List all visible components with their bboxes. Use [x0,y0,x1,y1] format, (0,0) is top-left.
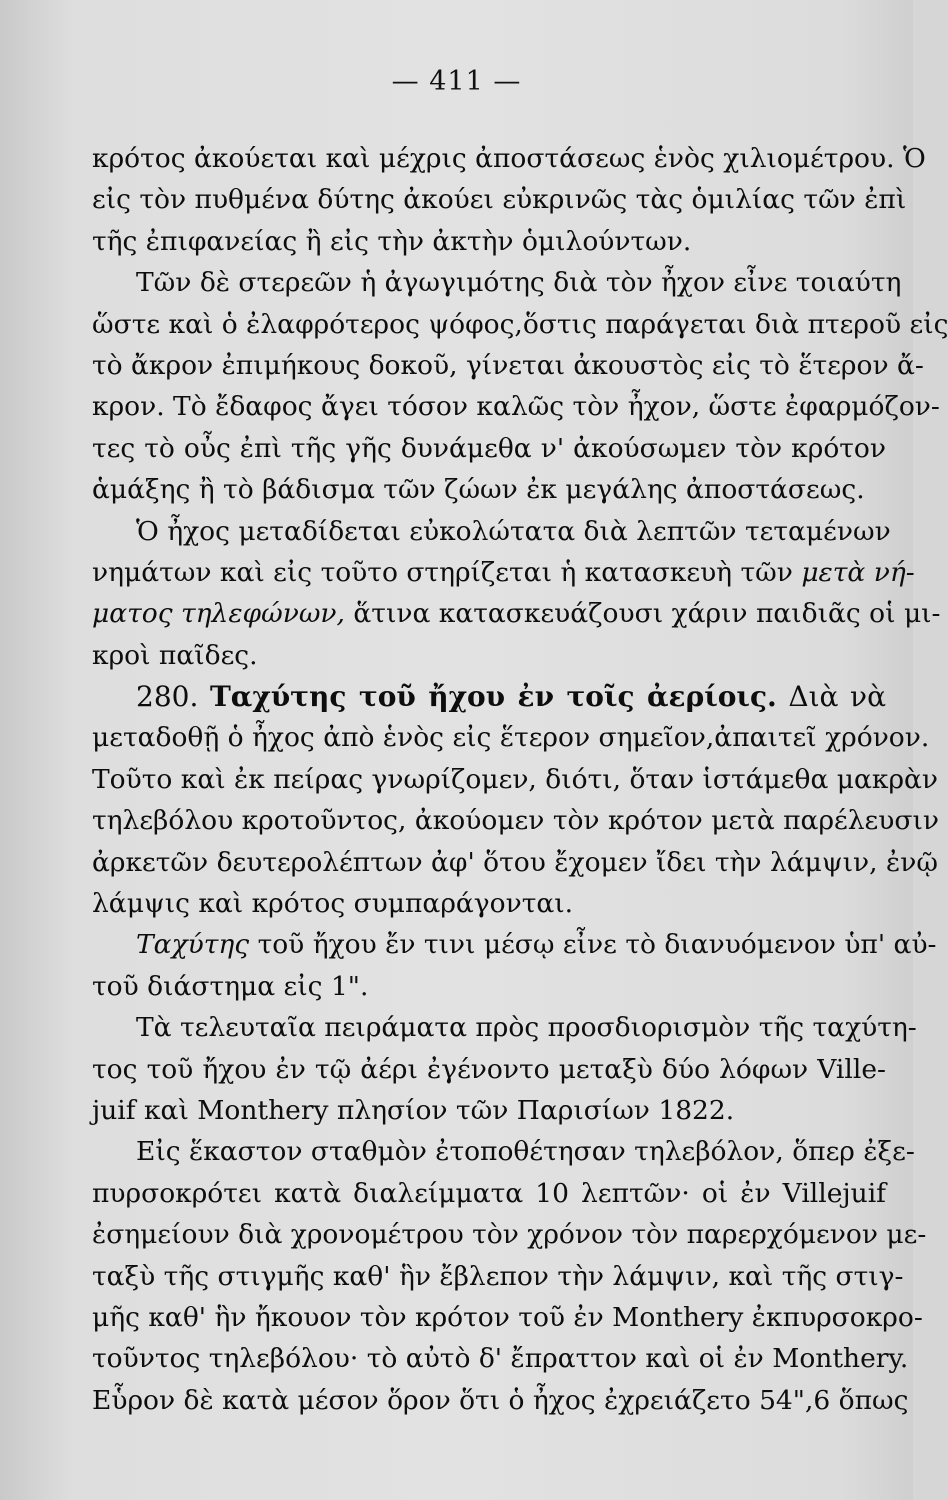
italic-term: μετὰ νή- [801,556,915,588]
text-line: ἐσημείουν διὰ χρονομέτρου τὸν χρόνον τὸν παρερχόμενον με- [92,1219,927,1251]
text-line: Εὗρον δὲ κατὰ μέσον ὅρον ὅτι ὁ ἦχος ἐχρειάζετο 54",6 ὅπως [92,1384,909,1416]
text-line: λάμψις καὶ κρότος συμπαράγονται. [92,888,574,920]
italic-term: ματος τηλεφώνων, [92,598,345,630]
text-line: juif καὶ Monthery πλησίον τῶν Παρισίων 1822. [92,1094,735,1126]
text-line: τὸ ἄκρον ἐπιμήκους δοκοῦ, γίνεται ἀκουστὸς εἰς τὸ ἕτερον ἄ- [92,349,924,381]
text-line: Τοῦτο καὶ ἐκ πείρας γνωρίζομεν, διότι, ὅταν ἱστάμεθα μακρὰν [92,763,939,795]
text-segment: νημάτων καὶ εἰς τοῦτο στηρίζεται ἡ κατασκευὴ τῶν [92,556,793,588]
text-line [92,593,941,634]
section-heading-line [92,676,886,717]
text-line: τοῦντος τηλεβόλου· τὸ αὐτὸ δ' ἔπραττον καὶ οἱ ἐν Monthery. [92,1343,909,1375]
text-line: τοῦ διάστημα εἰς 1". [92,970,369,1002]
text-line: κρον. Τὸ ἔδαφος ἄγει τόσον καλῶς τὸν ἦχον, ὥστε ἐφαρμόζον- [92,391,940,423]
section-title: Ταχύτης τοῦ ἤχου ἐν τοῖς ἀερίοις. [209,680,777,714]
text-line: κροὶ παῖδες. [92,639,258,671]
definition-line [92,924,937,965]
text-line: κρότος ἀκούεται καὶ μέχρις ἀποστάσεως ἑνὸς χιλιομέτρου. Ὁ [92,143,926,174]
text-line [92,552,915,593]
text-line: ὥστε καὶ ὁ ἐλαφρότερος ψόφος,ὅστις παράγεται διὰ πτεροῦ εἰς [92,308,948,340]
text-segment: ἅτινα κατασκευάζουσι χάριν παιδιᾶς οἱ μι- [353,598,941,630]
text-line: τῆς ἐπιφανείας ἢ εἰς τὴν ἀκτὴν ὁμιλούντων. [92,225,692,257]
text-line: ἀρκετῶν δευτερολέπτων ἀφ' ὅτου ἔχομεν ἴδει τὴν λάμψιν, ἐνῷ [92,846,938,878]
text-segment: τοῦ ἤχου ἔν τινι μέσῳ εἶνε τὸ διανυόμενον ὑπ' αὐ- [257,929,937,961]
text-line: ἁμάξης ἢ τὸ βάδισμα τῶν ζώων ἐκ μεγάλης ἀποστάσεως. [92,474,865,506]
text-segment: Διὰ νὰ [788,680,886,714]
body-text [92,138,948,1421]
italic-term: Ταχύτης [136,929,250,961]
paragraph-start-line: Ὁ ἦχος μεταδίδεται εὐκολώτατα διὰ λεπτῶν τεταμένων [136,515,891,547]
paragraph-start-line: Τῶν δὲ στερεῶν ἡ ἀγωγιμότης διὰ τὸν ἦχον εἶνε τοιαύτη [136,267,902,299]
page-number: — 411 — [391,66,522,97]
text-line: μεταδοθῇ ὁ ἦχος ἀπὸ ἑνὸς εἰς ἕτερον σημεῖον,ἀπαιτεῖ χρόνον. [92,722,930,754]
text-line: πυρσοκρότει κατὰ διαλείμματα 10 λεπτῶν· οἱ ἐν Villejuif [92,1177,886,1209]
text-line: ταξὺ τῆς στιγμῆς καθ' ἣν ἔβλεπον τὴν λάμψιν, καὶ τῆς στιγ- [92,1260,904,1292]
section-number: 280. [136,680,199,714]
text-line: τες τὸ οὖς ἐπὶ τῆς γῆς δυνάμεθα ν' ἀκούσωμεν τὸν κρότον [92,432,886,464]
text-line: μῆς καθ' ἣν ἤκουον τὸν κρότον τοῦ ἐν Monthery ἐκπυρσοκρο- [92,1301,923,1333]
text-line: τηλεβόλου κροτοῦντος, ἀκούομεν τὸν κρότον μετὰ παρέλευσιν [92,805,939,837]
text-line: τος τοῦ ἤχου ἐν τῷ ἀέρι ἐγένοντο μεταξὺ δύο λόφων Ville- [92,1053,886,1085]
text-line: εἰς τὸν πυθμένα δύτης ἀκούει εὐκρινῶς τὰς ὁμιλίας τῶν ἐπὶ [92,184,907,216]
paragraph-start-line: Τὰ τελευταῖα πειράματα πρὸς προσδιορισμὸν τῆς ταχύτη- [136,1012,917,1044]
paragraph-start-line: Εἰς ἕκαστον σταθμὸν ἐτοποθέτησαν τηλεβόλον, ὅπερ ἐξε- [136,1136,915,1168]
